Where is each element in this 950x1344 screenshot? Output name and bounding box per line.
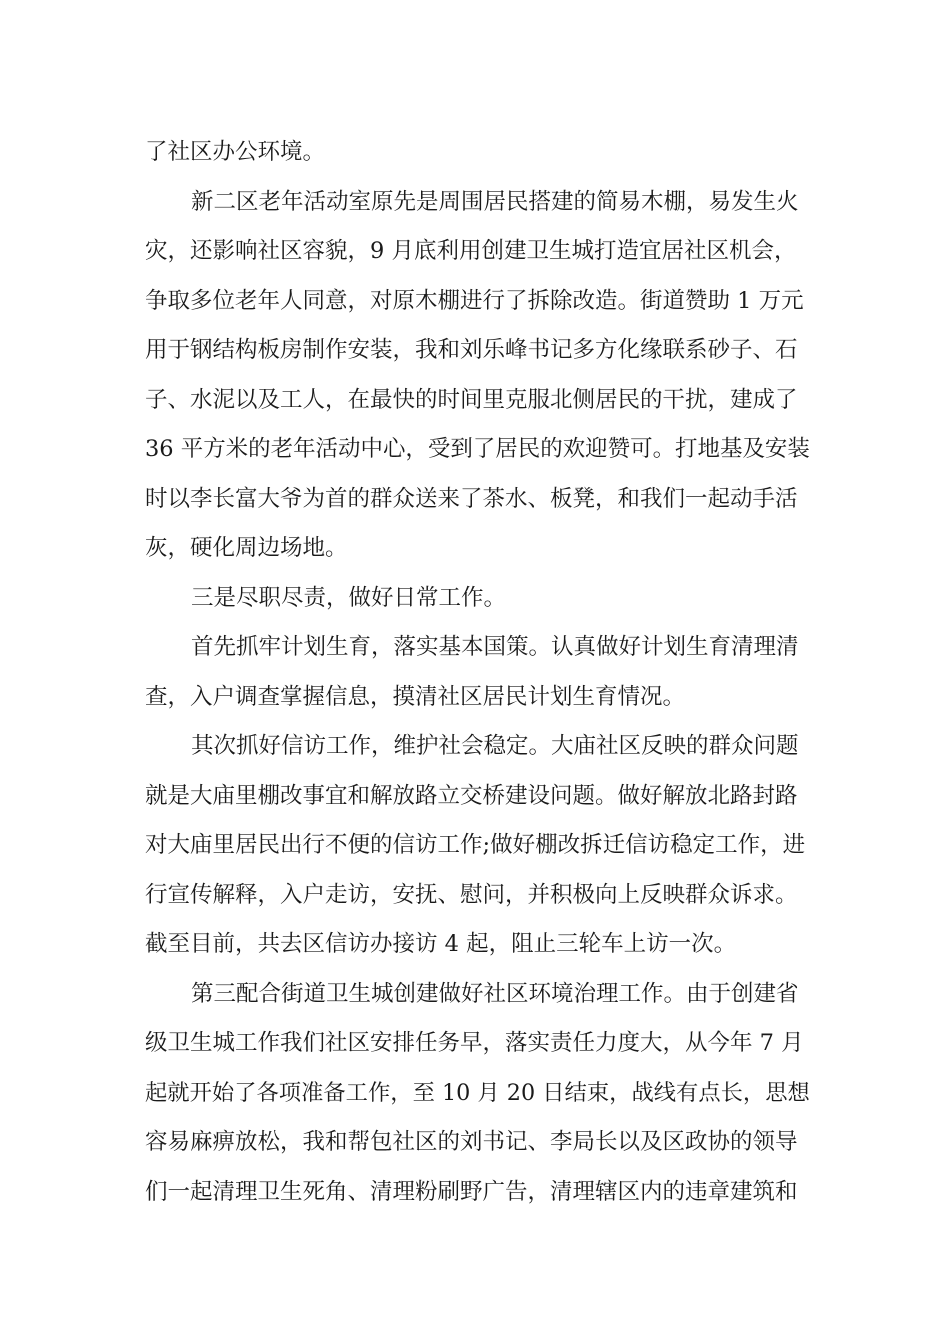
- text-line: 们一起清理卫生死角、清理粉刷野广告，清理辖区内的违章建筑和: [145, 1178, 798, 1205]
- text-line: 36 平方米的老年活动中心，受到了居民的欢迎赞可。打地基及安装: [145, 436, 810, 462]
- text-line: 子、水泥以及工人，在最快的时间里克服北侧居民的干扰，建成了: [145, 386, 798, 413]
- text-line: 级卫生城工作我们社区安排任务早，落实责任力度大，从今年 7 月: [145, 1030, 804, 1056]
- text-line: 时以李长富大爷为首的群众送来了茶水、板凳，和我们一起动手活: [145, 485, 798, 512]
- text-line: 其次抓好信访工作，维护社会稳定。大庙社区反映的群众问题: [191, 733, 799, 759]
- text-line: 新二区老年活动室原先是周围居民搭建的简易木棚，易发生火: [191, 188, 799, 215]
- text-line: 容易麻痹放松，我和帮包社区的刘书记、李局长以及区政协的领导: [145, 1129, 798, 1155]
- text-line: 起就开始了各项准备工作，至 10 月 20 日结束，战线有点长，思想: [145, 1079, 810, 1106]
- text-line: 就是大庙里棚改事宜和解放路立交桥建设问题。做好解放北路封路: [145, 782, 798, 809]
- text-line: 行宣传解释，入户走访，安抚、慰问，并积极向上反映群众诉求。: [145, 881, 798, 908]
- text-line: 用于钢结构板房制作安装，我和刘乐峰书记多方化缘联系砂子、石: [145, 337, 798, 363]
- text-line: 首先抓牢计划生育，落实基本国策。认真做好计划生育清理清: [191, 634, 799, 660]
- text-line: 三是尽职尽责，做好日常工作。: [191, 584, 507, 611]
- text-line: 截至目前，共去区信访办接访 4 起，阻止三轮车上访一次。: [145, 931, 737, 957]
- text-line: 了社区办公环境。: [145, 139, 326, 165]
- text-line: 第三配合街道卫生城创建做好社区环境治理工作。由于创建省: [191, 980, 799, 1007]
- text-line: 灰，硬化周边场地。: [145, 535, 348, 561]
- document-body: [145, 128, 810, 1217]
- text-line: 查，入户调查掌握信息，摸清社区居民计划生育情况。: [145, 683, 686, 710]
- text-line: 对大庙里居民出行不便的信访工作;做好棚改拆迁信访稳定工作，进: [145, 832, 806, 858]
- text-line: 灾，还影响社区容貌，9 月底利用创建卫生城打造宜居社区机会，: [145, 238, 797, 264]
- text-line: 争取多位老年人同意，对原木棚进行了拆除改造。街道赞助 1 万元: [145, 287, 804, 314]
